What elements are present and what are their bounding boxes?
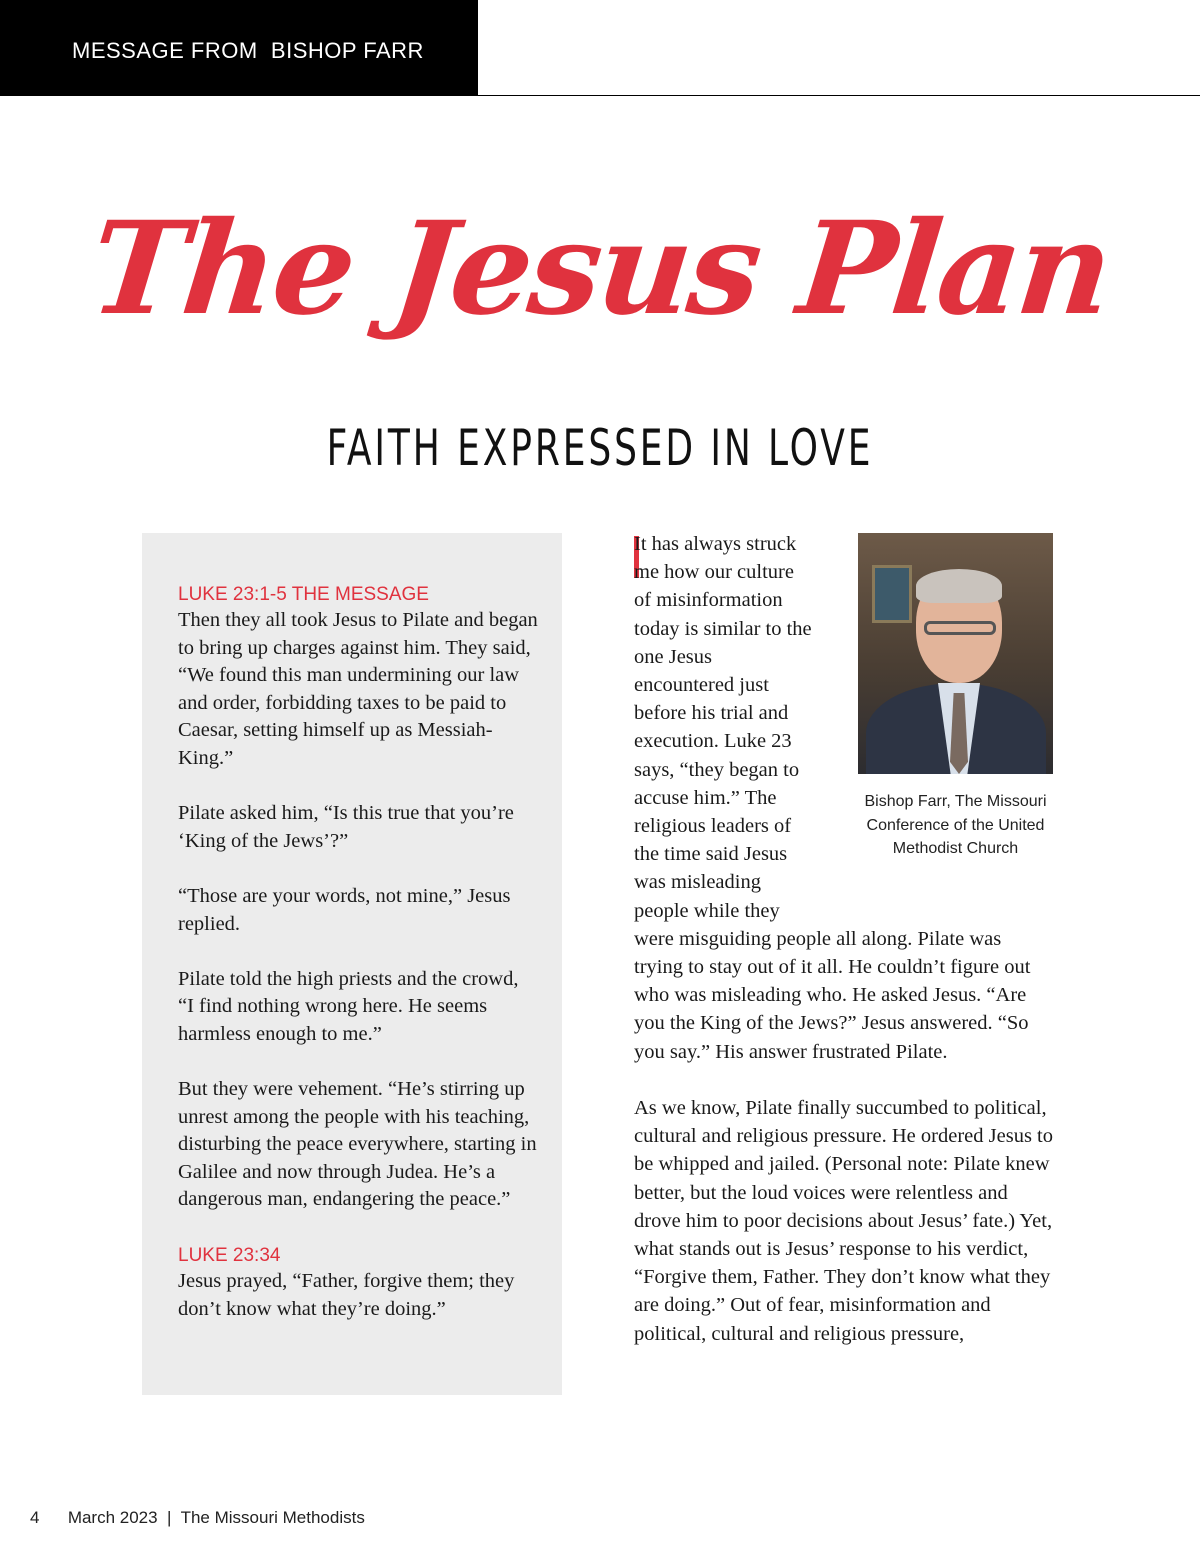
page-subtitle: FAITH EXPRESSED IN LOVE	[326, 419, 874, 477]
page-footer	[30, 1508, 365, 1528]
page-title: The Jesus Plan	[83, 194, 1117, 344]
photo-caption: Bishop Farr, The Missouri Conference of the United Methodist Church	[864, 793, 1047, 857]
issue-info: March 2023 | The Missouri Methodists	[67, 1508, 365, 1527]
article-intro: It has always struck me how our culture of misinformation today is similar to the one Jesus encountered just before his trial and execution. Luke 23 says, “they began to accuse him.” The religious leaders of the time said Jesus was misleading people while they	[634, 533, 812, 922]
scripture-paragraph: But they were vehement. “He’s stirring up unrest among the people with his teaching, disturbing the peace everywhere, starting in Galilee and now through Judea. He’s a dangerous man, endangering the peace.”	[178, 1078, 537, 1211]
scripture-paragraph: Jesus prayed, “Father, forgive them; they don’t know what they’re doing.”	[178, 1270, 515, 1320]
scripture-sidebar	[142, 533, 562, 1395]
section-header-bar	[0, 0, 478, 96]
header-rule	[478, 95, 1200, 96]
scripture-paragraph: Pilate told the high priests and the crowd, “I find nothing wrong here. He seems harmless enough to me.”	[178, 967, 519, 1045]
article-paragraph: were misguiding people all along. Pilate was trying to stay out of it all. He couldn’t figure out who was misleading who. He asked Jesus. “Are you the King of the Jews?” Jesus answered. “So you say.” His answer frustrated Pilate.	[634, 927, 1031, 1063]
scripture-text	[178, 607, 538, 1214]
scripture-paragraph: Pilate asked him, “Is this true that you’re ‘King of the Jews’?”	[178, 802, 514, 852]
scripture-paragraph: “Those are your words, not mine,” Jesus replied.	[178, 884, 511, 935]
scripture-paragraph: Then they all took Jesus to Pilate and began to bring up charges against him. They said, “We found this man undermining our law and order, forbidding taxes to be paid to Caesar, setting himself up as Messiah-King.”	[178, 609, 538, 769]
section-label: MESSAGE FROM BISHOP FARR	[72, 38, 424, 63]
scripture-reference: LUKE 23:1-5 THE MESSAGE	[178, 584, 429, 605]
scripture-reference: LUKE 23:34	[178, 1245, 281, 1267]
article-paragraph: As we know, Pilate finally succumbed to political, cultural and religious pressure. He ordered Jesus to be whipped and jailed. (Personal note: Pilate knew better, but the loud voices were relentless and drove him to poor decisions about Jesus’ fate.) Yet, what stands out is Jesus’ response to his verdict, “Forgive them, Father. They don’t know what they are doing.” Out of fear, misinformation and political, cultural and religious pressure,	[634, 1097, 1053, 1345]
page-number: 4	[30, 1508, 40, 1527]
bishop-portrait-photo	[858, 533, 1053, 774]
